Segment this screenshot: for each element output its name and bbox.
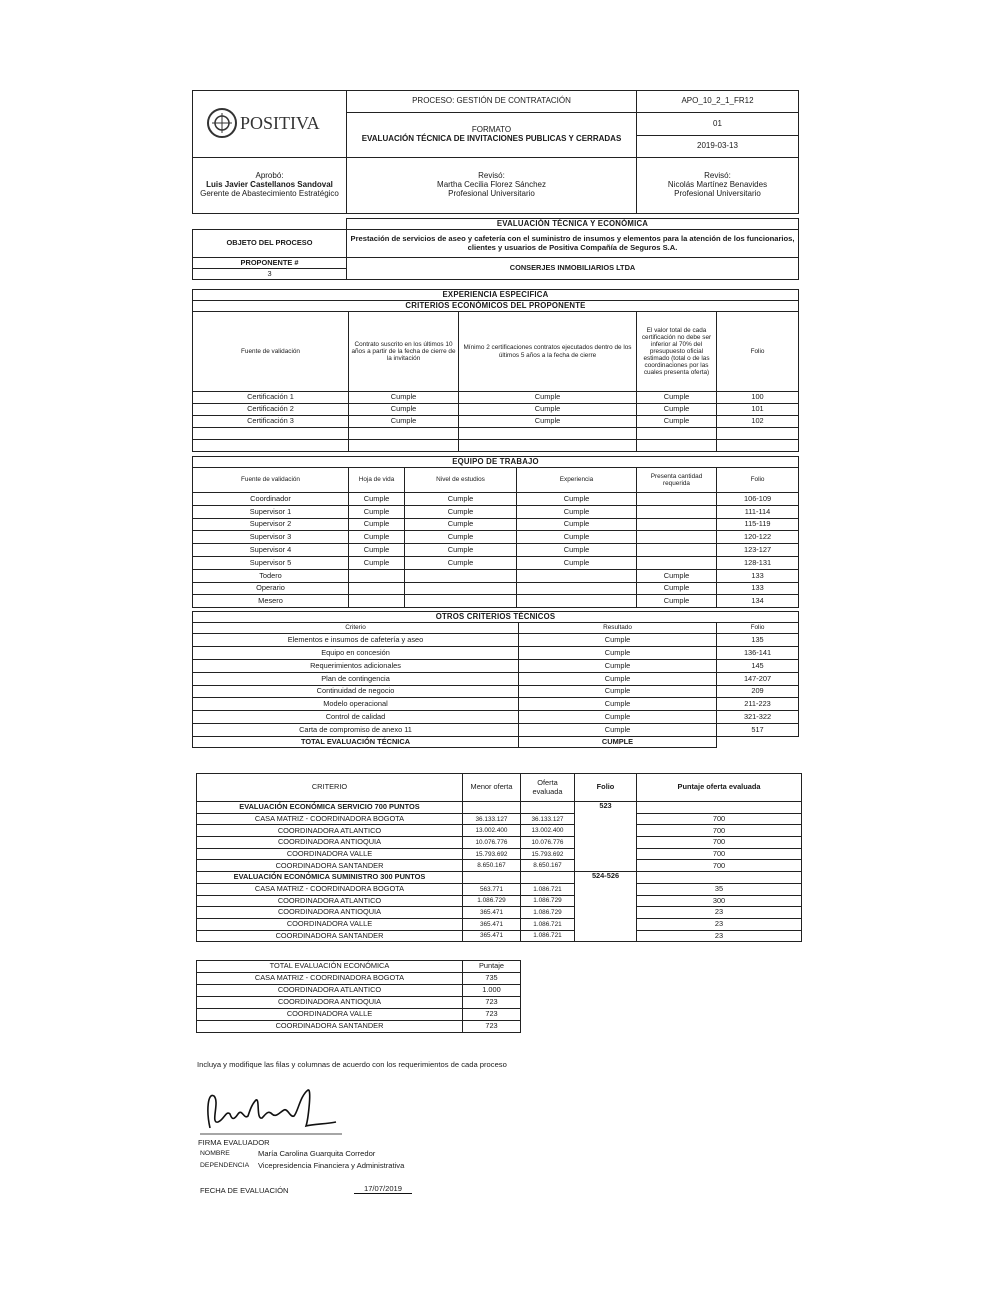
cell: Equipo en concesión [193,646,519,659]
table-row [193,634,799,647]
cell: Cumple [517,556,637,569]
cell: Cumple [519,659,717,672]
dependencia-value: Vicepresidencia Financiera y Administrativa [258,1161,405,1170]
cell: 101 [717,404,799,416]
otros-table [192,611,799,748]
cell [637,544,717,557]
cell: Cumple [349,531,405,544]
cell [517,569,637,582]
objeto-label: OBJETO DEL PROCESO [193,230,347,258]
cell: Cumple [517,518,637,531]
total-eco-puntaje-label: Puntaje [463,961,521,973]
cell: Cumple [405,493,517,506]
cell: 8.650.167 [463,860,521,872]
cell: 209 [717,685,799,698]
codigo-cell: APO_10_2_1_FR12 [637,91,799,113]
cell: Certificación 1 [193,392,349,404]
cell: 115-119 [717,518,799,531]
nota-text: Incluya y modifique las filas y columnas de acuerdo con los requerimientos de cada proceso [197,1060,507,1069]
table-row [193,416,799,428]
reviso1-nombre: Martha Cecilia Florez Sánchez [437,180,546,190]
cell: Cumple [349,392,459,404]
aprobo-cargo: Gerente de Abastecimiento Estratégico [200,188,339,198]
proponente-num: 3 [193,269,347,280]
cell: Cumple [517,493,637,506]
cell: Cumple [349,404,459,416]
table-row [197,973,521,985]
objeto-table [192,218,799,280]
cell: Cumple [637,582,717,595]
cell: Todero [193,569,349,582]
cell: Cumple [517,544,637,557]
table-row [193,392,799,404]
cell: Cumple [349,544,405,557]
cell: 700 [637,837,802,849]
otros-header: Criterio [193,623,519,634]
cell: 365.471 [463,930,521,942]
table-row [193,544,799,557]
economica-table [196,773,802,942]
cell: 8.650.167 [521,860,575,872]
cell: 10.076.776 [463,837,521,849]
cell: 700 [637,848,802,860]
table-row [197,985,521,997]
nombre-label: NOMBRE [200,1150,230,1157]
cell: 36.133.127 [521,813,575,825]
eco-header: Puntaje oferta evaluada [637,774,802,802]
cell: Cumple [519,672,717,685]
eco-header: Menor oferta [463,774,521,802]
cell [405,582,517,595]
eco-header: Oferta evaluada [521,774,575,802]
cell: 1.086.729 [463,895,521,907]
cell: 1.086.721 [521,883,575,895]
cell: Cumple [459,404,637,416]
cell: 723 [463,1021,521,1033]
otros-header: Resultado [519,623,717,634]
cell: 517 [717,724,799,737]
eq-header: Nivel de estudios [405,468,517,493]
aprobo-cell [193,158,347,214]
cell: 735 [463,973,521,985]
cell: 13.002.400 [463,825,521,837]
cell: Cumple [459,392,637,404]
cell: Plan de contingencia [193,672,519,685]
cell: 36.133.127 [463,813,521,825]
total-eco-label: TOTAL EVALUACIÓN ECONÓMICA [197,961,463,973]
eq-header: Hoja de vida [349,468,405,493]
table-row [197,895,802,907]
proceso-cell: PROCESO: GESTIÓN DE CONTRATACIÓN [347,91,637,113]
table-row [193,569,799,582]
otros-title: OTROS CRITERIOS TÉCNICOS [193,612,799,623]
cell: Cumple [637,595,717,608]
cell: Cumple [405,544,517,557]
cell: COORDINADORA SANTANDER [197,860,463,872]
cell: 10.076.776 [521,837,575,849]
table-row [193,404,799,416]
eco-group1-folio: 523 [575,802,637,872]
positiva-logo-icon [200,103,340,143]
cell: Cumple [405,556,517,569]
proponente-label: PROPONENTE # [193,258,347,269]
cell: Supervisor 1 [193,505,349,518]
exp-header: El valor total de cada certificación no debe ser inferior al 70% del presupuesto oficial estimado (total o de las coordinaciones por las cuales presenta oferta) [637,312,717,392]
cell: Coordinador [193,493,349,506]
dependencia-label: DEPENDENCIA [200,1162,250,1169]
reviso2-nombre: Nicolás Martínez Benavides [667,180,768,190]
cell [349,582,405,595]
table-row [197,918,802,930]
reviso2-cargo: Profesional Universitario [674,188,761,198]
cell: COORDINADORA VALLE [197,1009,463,1021]
cell: 128-131 [717,556,799,569]
cell: Supervisor 2 [193,518,349,531]
cell: Cumple [637,569,717,582]
cell: 723 [463,1009,521,1021]
reviso1-cell [347,158,637,214]
cell: CASA MATRIZ - COORDINADORA BOGOTA [197,813,463,825]
table-row [197,848,802,860]
table-row [193,595,799,608]
exp-header: Mínimo 2 certificaciones contratos ejecutados dentro de los últimos 5 años a la fecha de cierre [459,312,637,392]
cell: Modelo operacional [193,698,519,711]
table-row [197,930,802,942]
cell: 123-127 [717,544,799,557]
formato-label: FORMATO [471,125,512,135]
table-row [193,531,799,544]
cell: 1.086.721 [521,930,575,942]
table-row [193,646,799,659]
section-title: EVALUACIÓN TÉCNICA Y ECONÓMICA [347,219,799,230]
objeto-text: Prestación de servicios de aseo y cafetería con el suministro de insumos y elementos para la atención de los funcionarios, clientes y usuarios de Positiva Compañía de Seguros S.A. [347,230,799,258]
eco-group1-label: EVALUACIÓN ECONÓMICA SERVICIO 700 PUNTOS [197,802,463,814]
cell: 15.793.692 [463,848,521,860]
formato-title: EVALUACIÓN TÉCNICA DE INVITACIONES PUBLICAS Y CERRADAS [361,134,622,143]
table-row [193,724,799,737]
cell: Cumple [517,531,637,544]
cell: Cumple [519,724,717,737]
reviso1-cargo: Profesional Universitario [448,188,535,198]
cell: Cumple [519,698,717,711]
experiencia-title: EXPERIENCIA ESPECIFICA [193,290,799,301]
cell: Cumple [519,711,717,724]
cell: COORDINADORA ANTIOQUIA [197,997,463,1009]
cell: 106-109 [717,493,799,506]
cell: 120-122 [717,531,799,544]
cell: 102 [717,416,799,428]
cell: Cumple [405,505,517,518]
table-row [193,582,799,595]
cell: Cumple [349,505,405,518]
cell: Cumple [349,556,405,569]
table-row [193,505,799,518]
cell: 135 [717,634,799,647]
proponente-nombre: CONSERJES INMOBILIARIOS LTDA [347,258,799,280]
cell: 700 [637,825,802,837]
cell: 1.086.721 [521,918,575,930]
cell: CASA MATRIZ - COORDINADORA BOGOTA [197,973,463,985]
cell: 1.000 [463,985,521,997]
cell [349,595,405,608]
cell [405,595,517,608]
eq-header: Fuente de validación [193,468,349,493]
cell: Cumple [519,634,717,647]
cell: COORDINADORA ANTIOQUIA [197,907,463,919]
cell: Cumple [637,404,717,416]
cell: Supervisor 3 [193,531,349,544]
cell: 365.471 [463,918,521,930]
fecha-cell: 2019-03-13 [637,136,799,158]
cell: Supervisor 5 [193,556,349,569]
cell: CASA MATRIZ - COORDINADORA BOGOTA [197,883,463,895]
cell: COORDINADORA VALLE [197,918,463,930]
table-row [197,837,802,849]
cell [517,582,637,595]
table-row [193,556,799,569]
table-row [193,493,799,506]
eco-group2-label: EVALUACIÓN ECONÓMICA SUMINISTRO 300 PUNTOS [197,872,463,884]
signature-icon [196,1080,346,1136]
cell: Cumple [519,646,717,659]
otros-header: Folio [717,623,799,634]
cell: COORDINADORA SANTANDER [197,1021,463,1033]
cell: Carta de compromiso de anexo 11 [193,724,519,737]
cell: 145 [717,659,799,672]
table-row [193,711,799,724]
cell: COORDINADORA ATLANTICO [197,895,463,907]
cell: COORDINADORA ATLANTICO [197,985,463,997]
cell: Mesero [193,595,349,608]
equipo-table [192,456,799,608]
aprobo-label: Aprobó: [255,171,284,181]
eq-header: Folio [717,468,799,493]
table-row [193,518,799,531]
cell [637,531,717,544]
cell [517,595,637,608]
cell [637,493,717,506]
cell: 700 [637,813,802,825]
cell: Cumple [519,685,717,698]
cell: 111-114 [717,505,799,518]
cell: Control de calidad [193,711,519,724]
cell: Cumple [637,392,717,404]
eco-header: Folio [575,774,637,802]
cell: Cumple [405,518,517,531]
cell: 321-322 [717,711,799,724]
exp-header: Fuente de validación [193,312,349,392]
cell: 15.793.692 [521,848,575,860]
cell: Certificación 2 [193,404,349,416]
cell [637,556,717,569]
criterios-title: CRITERIOS ECONÓMICOS DEL PROPONENTE [193,301,799,312]
eq-header: Presenta cantidad requerida [637,468,717,493]
cell: 13.002.400 [521,825,575,837]
cell: 136-141 [717,646,799,659]
cell: Operario [193,582,349,595]
exp-header: Contrato suscrito en los últimos 10 años a partir de la fecha de cierre de la invitación [349,312,459,392]
table-row [193,698,799,711]
cell: Cumple [517,505,637,518]
table-row [197,997,521,1009]
exp-header: Folio [717,312,799,392]
experiencia-table [192,289,799,452]
cell: COORDINADORA VALLE [197,848,463,860]
version-cell: 01 [637,113,799,136]
cell: 300 [637,895,802,907]
fecha-evaluacion-value: 17/07/2019 [354,1184,412,1194]
cell [637,518,717,531]
cell: Cumple [349,416,459,428]
table-row [193,672,799,685]
cell: Cumple [349,493,405,506]
cell: Elementos e insumos de cafetería y aseo [193,634,519,647]
cell: Cumple [637,416,717,428]
cell: 700 [637,860,802,872]
cell: 211-223 [717,698,799,711]
cell: 133 [717,569,799,582]
cell [405,569,517,582]
reviso1-label: Revisó: [478,171,505,181]
table-row [197,1009,521,1021]
cell: 1.086.729 [521,907,575,919]
total-tecnica-value: CUMPLE [519,737,717,748]
cell: Cumple [459,416,637,428]
cell: 134 [717,595,799,608]
svg-text:POSITIVA: POSITIVA [239,112,320,133]
cell: Certificación 3 [193,416,349,428]
cell [637,505,717,518]
logo-cell [193,91,347,158]
cell: Requerimientos adicionales [193,659,519,672]
eco-header: CRITERIO [197,774,463,802]
cell: COORDINADORA ANTIOQUIA [197,837,463,849]
total-tecnica-label: TOTAL EVALUACIÓN TÉCNICA [193,737,519,748]
reviso2-label: Revisó: [704,171,731,181]
table-row [197,825,802,837]
total-economica-table [196,960,521,1033]
cell: Supervisor 4 [193,544,349,557]
cell: 723 [463,997,521,1009]
header-table [192,90,799,214]
firma-label: FIRMA EVALUADOR [198,1138,270,1147]
cell: 147-207 [717,672,799,685]
cell: Cumple [405,531,517,544]
eco-group2-folio: 524-526 [575,872,637,942]
table-row [193,659,799,672]
cell: 133 [717,582,799,595]
table-row [197,1021,521,1033]
fecha-evaluacion-label: FECHA DE EVALUACIÓN [200,1186,289,1195]
table-row [197,907,802,919]
eq-header: Experiencia [517,468,637,493]
table-row [197,860,802,872]
cell: 23 [637,930,802,942]
cell: 1.086.729 [521,895,575,907]
table-row [197,883,802,895]
nombre-value: María Carolina Guarquita Corredor [258,1149,376,1158]
cell: Cumple [349,518,405,531]
cell: 23 [637,907,802,919]
formato-cell [347,113,637,158]
reviso2-cell [637,158,799,214]
cell: 23 [637,918,802,930]
aprobo-nombre: Luis Javier Castellanos Sandoval [206,180,333,190]
equipo-title: EQUIPO DE TRABAJO [193,457,799,468]
cell: 563.771 [463,883,521,895]
cell: COORDINADORA SANTANDER [197,930,463,942]
table-row [193,685,799,698]
cell: 35 [637,883,802,895]
cell: 100 [717,392,799,404]
table-row [197,813,802,825]
cell: Continuidad de negocio [193,685,519,698]
cell: 365.471 [463,907,521,919]
cell: COORDINADORA ATLANTICO [197,825,463,837]
cell [349,569,405,582]
